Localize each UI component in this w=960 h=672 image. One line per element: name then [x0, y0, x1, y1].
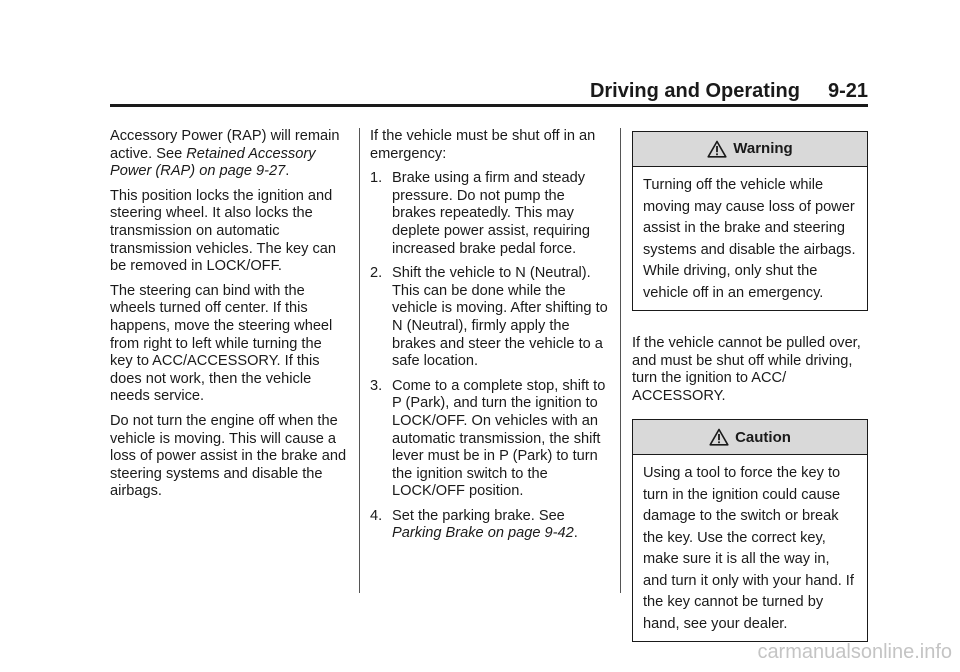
page-number: 9-21	[827, 80, 868, 102]
list-item: 1. Brake using a firm and steady pressure. Do not pump the brakes repeatedly. This may deplete power assist, requiring increased brake pedal force.	[370, 170, 590, 257]
paragraph-steering: The steering can bind with the wheels turned off center. If this happens, move the steering wheel from right to left while turning the key to ACC/ACCESSORY. If this does not work, then the vehicle needs service.	[110, 282, 333, 405]
column-divider-2	[620, 128, 621, 593]
caution-box	[632, 419, 868, 642]
paragraph-emergency-intro: If the vehicle must be shut off in an emergency:	[370, 128, 596, 162]
emergency-steps-list	[370, 170, 608, 543]
paragraph-lock: This position locks the ignition and steering wheel. It also locks the transmission on automatic transmission vehicles. The key can be removed in LOCK/OFF.	[110, 187, 337, 275]
page-header	[110, 80, 868, 104]
column-divider-1	[359, 128, 360, 593]
list-item: 3. Come to a complete stop, shift to P (Park), and turn the ignition to LOCK/OFF. On vehicles with an automatic transmission, the shift lever must be in P (Park) to turn the ignition switch to the LOCK/OFF position.	[370, 377, 606, 500]
watermark-text: carmanualsonline.info	[757, 641, 952, 663]
caution-text: Using a tool to force the key to turn in the ignition could cause damage to the switch or break the key. Use the correct key, make sure it is all the way in, and turn it only with your hand. If the key cannot be turned by hand, see your dealer.	[643, 465, 854, 632]
section-title: Driving and Operating	[589, 80, 800, 102]
paragraph-pulled-over: If the vehicle cannot be pulled over, and must be shut off while driving, turn the ignition to ACC/ ACCESSORY.	[632, 335, 861, 404]
caution-header	[633, 420, 867, 455]
column-1	[110, 128, 348, 508]
caution-icon	[709, 428, 729, 446]
paragraph-engine-off: Do not turn the engine off when the vehicle is moving. This will cause a loss of power assist in the brake and steering systems and disable the airbags.	[110, 412, 347, 500]
link-rap[interactable]: Retained Accessory Power (RAP) on page 9-27	[110, 145, 316, 180]
list-item: 4. Set the parking brake. See Parking Brake on page 9-42.	[370, 507, 578, 542]
caution-title: Caution	[735, 428, 791, 446]
warning-header	[633, 132, 867, 167]
column-3	[632, 131, 868, 652]
warning-icon	[707, 140, 727, 158]
list-item: 2. Shift the vehicle to N (Neutral). This can be done while the vehicle is moving. After shifting to N (Neutral), firmly apply the brakes and steer the vehicle to a safe location.	[370, 265, 608, 370]
header-rule	[110, 104, 868, 107]
warning-title: Warning	[733, 140, 793, 158]
paragraph-rap: Accessory Power (RAP) will remain active. See Retained Accessory Power (RAP) on page 9-27.	[110, 128, 340, 180]
column-2	[370, 128, 608, 550]
warning-box	[632, 131, 868, 311]
link-parking-brake[interactable]: Parking Brake on page 9-42	[392, 525, 574, 542]
warning-text: Turning off the vehicle while moving may cause loss of power assist in the brake and steering systems and disable the airbags. While driving, only shut the vehicle off in an emergency.	[643, 177, 856, 301]
